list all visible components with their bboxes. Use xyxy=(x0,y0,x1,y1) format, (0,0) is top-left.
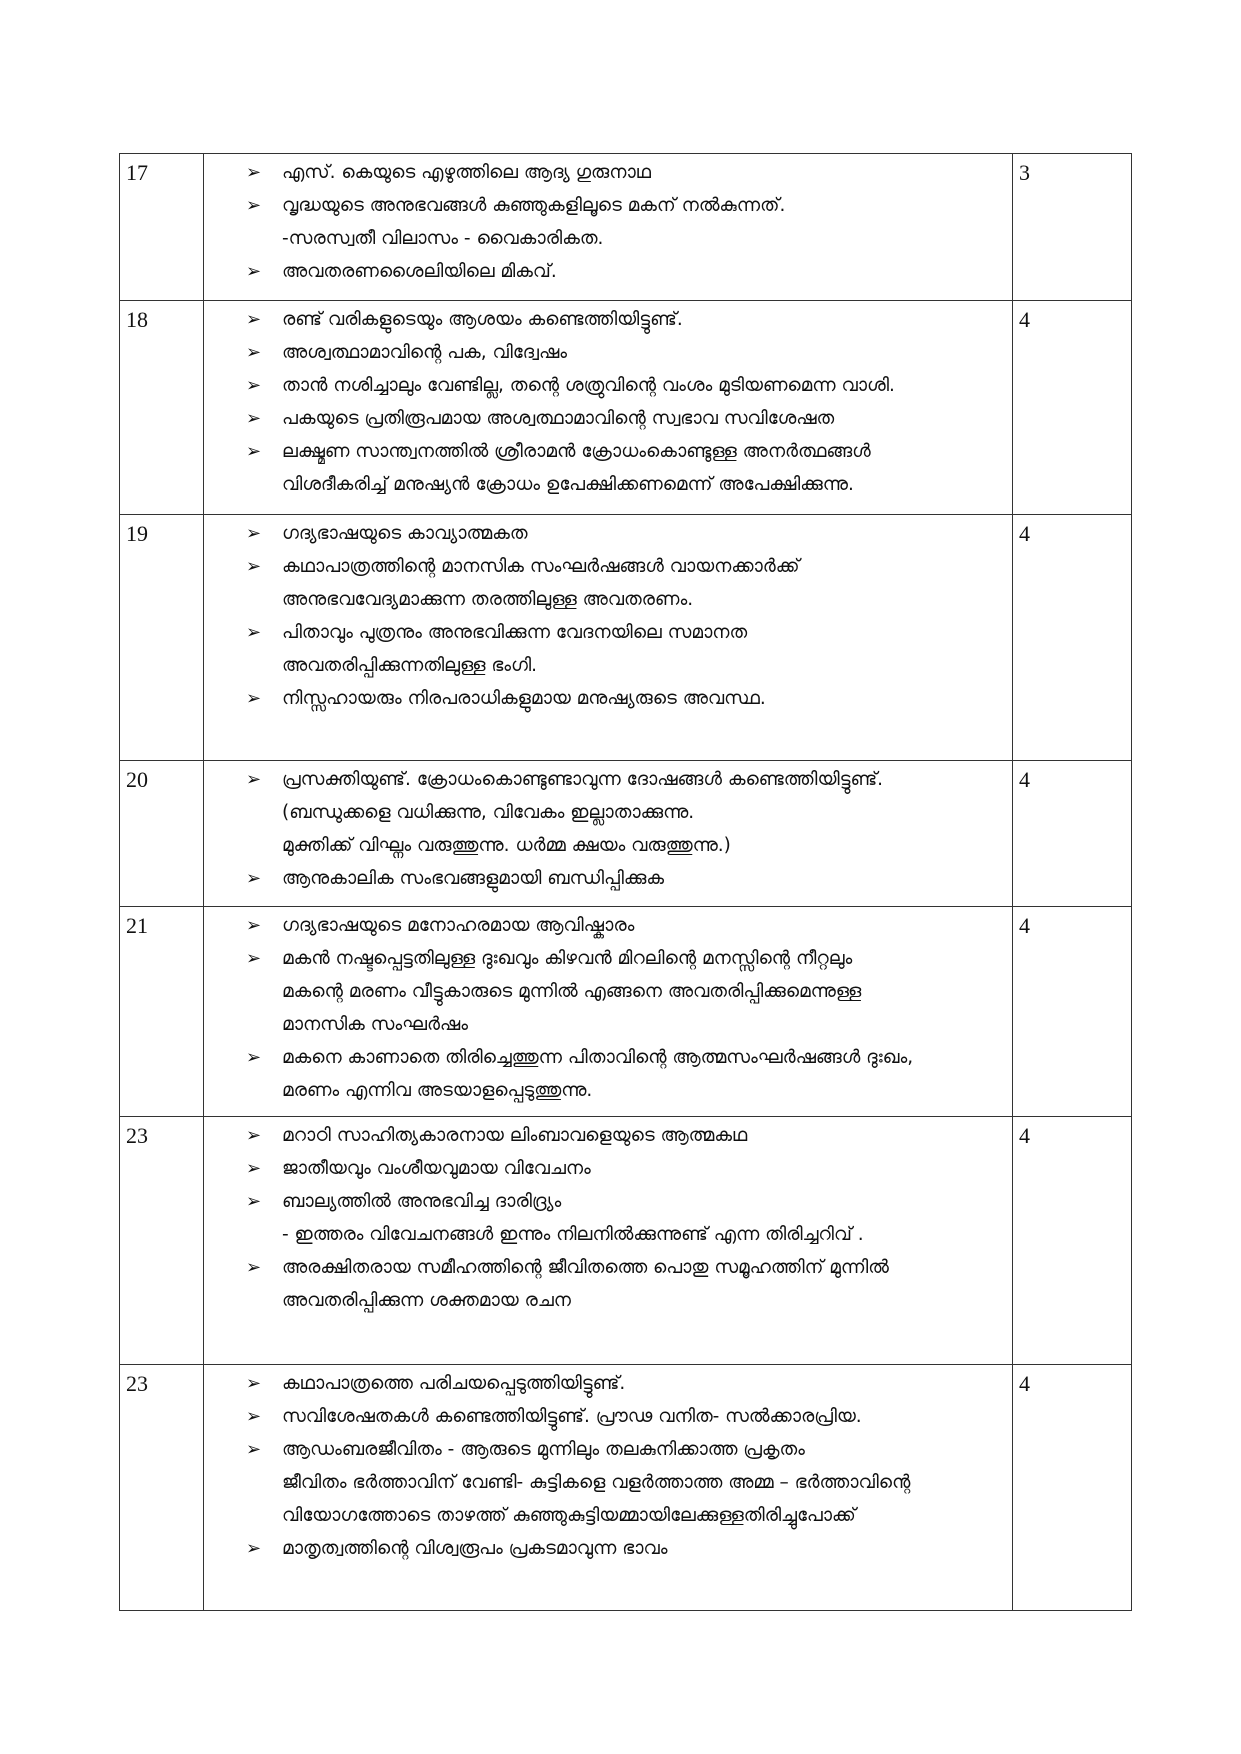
table-row xyxy=(120,1117,1132,1365)
arrow-bullet-icon: ➢ xyxy=(246,622,262,643)
list-item xyxy=(246,1185,1012,1218)
answer-point-text: ലക്ഷ്മണ സാന്ത്വനത്തിൽ ശ്രീരാമൻ ക്രോധംകൊണ്ടുള്ള അനർത്ഥങ്ങൾ xyxy=(282,441,871,462)
question-number: 17 xyxy=(120,154,204,301)
arrow-bullet-icon: ➢ xyxy=(246,342,262,363)
list-item xyxy=(246,1400,1012,1433)
list-item xyxy=(246,763,1012,796)
table-row xyxy=(120,515,1132,761)
answer-point-continuation: അവതരിപ്പിക്കുന്ന ശക്തമായ രചന xyxy=(282,1290,571,1311)
answer-point-continuation: വിയോഗത്തോടെ താഴത്ത് കുഞ്ഞുകുട്ടിയമ്മായിലേക്കുള്ളതിരിച്ചുപോക്ക് xyxy=(282,1505,856,1526)
list-item xyxy=(246,1041,1012,1074)
list-item xyxy=(246,1119,1012,1152)
arrow-bullet-icon: ➢ xyxy=(246,261,262,282)
answer-point-text: താൻ നശിച്ചാലും വേണ്ടില്ല, തന്റെ ശത്രുവിന്റെ വംശം മുടിയണമെന്ന വാശി. xyxy=(282,375,895,396)
question-number: 19 xyxy=(120,515,204,761)
arrow-bullet-icon: ➢ xyxy=(246,1257,262,1278)
list-item xyxy=(246,402,1012,435)
answer-points-cell xyxy=(204,907,1013,1117)
arrow-bullet-icon: ➢ xyxy=(246,1406,262,1427)
table-row xyxy=(120,154,1132,301)
answer-points-cell xyxy=(204,1365,1013,1611)
marks: 4 xyxy=(1013,515,1132,761)
answer-point-continuation: മുക്തിക്ക് വിഘ്നം വരുത്തുന്നു. ധർമ്മ ക്ഷയം വരുത്തുന്നു.) xyxy=(282,835,731,856)
answer-point-text: ഗദ്യഭാഷയുടെ കാവ്യാത്മകത xyxy=(282,523,528,544)
list-item xyxy=(246,682,1012,715)
list-item xyxy=(246,517,1012,550)
list-item xyxy=(246,303,1012,336)
list-item xyxy=(246,1008,1012,1041)
answer-point-text: പകയുടെ പ്രതിരൂപമായ അശ്വത്ഥാമാവിന്റെ സ്വഭാവ സവിശേഷത xyxy=(282,408,835,429)
list-item xyxy=(246,1466,1012,1499)
answer-point-text: പ്രസക്തിയുണ്ട്. ക്രോധംകൊണ്ടുണ്ടാവുന്ന ദോഷങ്ങൾ കണ്ടെത്തിയിട്ടുണ്ട്. xyxy=(282,769,884,790)
answer-point-text: പിതാവും പുത്രനും അനുഭവിക്കുന്ന വേദനയിലെ സമാനത xyxy=(282,622,748,643)
arrow-bullet-icon: ➢ xyxy=(246,1125,262,1146)
arrow-bullet-icon: ➢ xyxy=(246,688,262,709)
list-item xyxy=(246,156,1012,189)
answer-point-continuation: മരണം എന്നിവ അടയാളപ്പെടുത്തുന്നു. xyxy=(282,1080,593,1101)
list-item xyxy=(246,649,1012,682)
answer-point-text: അവതരണശൈലിയിലെ മികവ്. xyxy=(282,261,557,282)
question-number: 23 xyxy=(120,1365,204,1611)
answer-point-continuation: (ബന്ധുക്കളെ വധിക്കുന്നു, വിവേകം ഇല്ലാതാക്കുന്നു. xyxy=(282,802,695,823)
answer-point-text: ആനുകാലിക സംഭവങ്ങളുമായി ബന്ധിപ്പിക്കുക xyxy=(282,868,665,889)
arrow-bullet-icon: ➢ xyxy=(246,556,262,577)
answer-points-cell xyxy=(204,515,1013,761)
table-row xyxy=(120,301,1132,515)
question-number: 23 xyxy=(120,1117,204,1365)
answer-point-continuation: അവതരിപ്പിക്കുന്നതിലുള്ള ഭംഗി. xyxy=(282,655,538,676)
list-item xyxy=(246,468,1012,501)
answer-point-text: വൃദ്ധയുടെ അനുഭവങ്ങൾ കുഞ്ഞുകളിലൂടെ മകന് നൽകുന്നത്. xyxy=(282,195,786,216)
answer-point-text: കഥാപാത്രത്തെ പരിചയപ്പെടുത്തിയിട്ടുണ്ട്. xyxy=(282,1373,626,1394)
list-item xyxy=(246,1074,1012,1107)
list-item xyxy=(246,796,1012,829)
answer-points-list xyxy=(204,1117,1012,1317)
marks: 4 xyxy=(1013,1365,1132,1611)
question-number: 21 xyxy=(120,907,204,1117)
answer-point-continuation: അനുഭവവേദ്യമാക്കുന്ന തരത്തിലുള്ള അവതരണം. xyxy=(282,589,694,610)
table-row xyxy=(120,907,1132,1117)
list-item xyxy=(246,1367,1012,1400)
answer-point-text: അശ്വത്ഥാമാവിന്റെ പക, വിദ്വേഷം xyxy=(282,342,568,363)
answer-points-cell xyxy=(204,301,1013,515)
list-item xyxy=(246,369,1012,402)
answer-point-text: ബാല്യത്തിൽ അനുഭവിച്ച ദാരിദ്ര്യം xyxy=(282,1191,562,1212)
answer-point-text: മകൻ നഷ്ടപ്പെട്ടതിലുള്ള ദുഃഖവും കിഴവൻ മിറലിന്റെ മനസ്സിന്റെ നീറ്റലും xyxy=(282,948,853,969)
marks: 4 xyxy=(1013,761,1132,907)
list-item xyxy=(246,583,1012,616)
answer-point-continuation: മകന്റെ മരണം വീട്ടുകാരുടെ മുന്നിൽ എങ്ങനെ അവതരിപ്പിക്കുമെന്നുള്ള xyxy=(282,981,862,1002)
arrow-bullet-icon: ➢ xyxy=(246,769,262,790)
arrow-bullet-icon: ➢ xyxy=(246,523,262,544)
arrow-bullet-icon: ➢ xyxy=(246,162,262,183)
answer-point-text: മകനെ കാണാതെ തിരിച്ചെത്തുന്ന പിതാവിന്റെ ആത്മസംഘർഷങ്ങൾ ദുഃഖം, xyxy=(282,1047,914,1068)
answer-point-text: രണ്ട് വരികളുടെയും ആശയം കണ്ടെത്തിയിട്ടുണ്ട്. xyxy=(282,309,683,330)
list-item xyxy=(246,435,1012,468)
answer-point-text: മറാഠി സാഹിത്യകാരനായ ലിംബാവളെയുടെ ആത്മകഥ xyxy=(282,1125,748,1146)
list-item xyxy=(246,1152,1012,1185)
list-item xyxy=(246,1532,1012,1565)
table-row xyxy=(120,1365,1132,1611)
arrow-bullet-icon: ➢ xyxy=(246,868,262,889)
answer-point-continuation: മാനസിക സംഘർഷം xyxy=(282,1014,468,1035)
answer-point-continuation: വിശദീകരിച്ച് മനുഷ്യൻ ക്രോധം ഉപേക്ഷിക്കണമെന്ന് അപേക്ഷിക്കുന്നു. xyxy=(282,474,854,495)
list-item xyxy=(246,550,1012,583)
list-item xyxy=(246,1499,1012,1532)
list-item xyxy=(246,336,1012,369)
marks: 3 xyxy=(1013,154,1132,301)
answer-point-text: കഥാപാത്രത്തിന്റെ മാനസിക സംഘർഷങ്ങൾ വായനക്കാർക്ക് xyxy=(282,556,800,577)
question-number: 18 xyxy=(120,301,204,515)
list-item xyxy=(246,255,1012,288)
answer-points-list xyxy=(204,154,1012,288)
list-item xyxy=(246,222,1012,255)
list-item xyxy=(246,975,1012,1008)
answer-points-list xyxy=(204,761,1012,895)
answer-point-text: എസ്. കെയുടെ എഴുത്തിലെ ആദ്യ ഗുരുനാഥ xyxy=(282,162,651,183)
answer-points-cell xyxy=(204,1117,1013,1365)
list-item xyxy=(246,862,1012,895)
marks: 4 xyxy=(1013,301,1132,515)
arrow-bullet-icon: ➢ xyxy=(246,948,262,969)
list-item xyxy=(246,189,1012,222)
answer-points-list xyxy=(204,1365,1012,1565)
answer-point-text: ഗദ്യഭാഷയുടെ മനോഹരമായ ആവിഷ്കാരം xyxy=(282,915,635,936)
answer-points-list xyxy=(204,301,1012,501)
answer-point-continuation: -സരസ്വതീ വിലാസം - വൈകാരികത. xyxy=(282,228,604,249)
answer-points-list xyxy=(204,907,1012,1107)
answer-points-list xyxy=(204,515,1012,715)
arrow-bullet-icon: ➢ xyxy=(246,1373,262,1394)
list-item xyxy=(246,1284,1012,1317)
list-item xyxy=(246,829,1012,862)
marks: 4 xyxy=(1013,907,1132,1117)
answer-key-table xyxy=(119,153,1132,1611)
arrow-bullet-icon: ➢ xyxy=(246,408,262,429)
answer-point-text: ജാതീയവും വംശീയവുമായ വിവേചനം xyxy=(282,1158,591,1179)
answer-point-text: മാതൃത്വത്തിന്റെ വിശ്വരൂപം പ്രകടമാവുന്ന ഭാവം xyxy=(282,1538,668,1559)
answer-point-continuation: - ഇത്തരം വിവേചനങ്ങൾ ഇന്നും നിലനിൽക്കുന്നുണ്ട് എന്ന തിരിച്ചറിവ് . xyxy=(282,1224,864,1245)
arrow-bullet-icon: ➢ xyxy=(246,1439,262,1460)
list-item xyxy=(246,1251,1012,1284)
arrow-bullet-icon: ➢ xyxy=(246,1191,262,1212)
arrow-bullet-icon: ➢ xyxy=(246,375,262,396)
answer-point-text: അരക്ഷിതരായ സമീഹത്തിന്റെ ജീവിതത്തെ പൊതു സമൂഹത്തിന് മുന്നിൽ xyxy=(282,1257,889,1278)
list-item xyxy=(246,1218,1012,1251)
table-row xyxy=(120,761,1132,907)
answer-points-cell xyxy=(204,761,1013,907)
answer-points-cell xyxy=(204,154,1013,301)
list-item xyxy=(246,1433,1012,1466)
question-number: 20 xyxy=(120,761,204,907)
list-item xyxy=(246,942,1012,975)
arrow-bullet-icon: ➢ xyxy=(246,1158,262,1179)
answer-point-continuation: ജീവിതം ഭർത്താവിന് വേണ്ടി- കുട്ടികളെ വളർത്താത്ത അമ്മ – ഭർത്താവിന്റെ xyxy=(282,1472,911,1493)
answer-point-text: നിസ്സഹായരും നിരപരാധികളുമായ മനുഷ്യരുടെ അവസ്ഥ. xyxy=(282,688,766,709)
answer-point-text: സവിശേഷതകൾ കണ്ടെത്തിയിട്ടുണ്ട്. പ്രൗഢ വനിത- സൽക്കാരപ്രിയ. xyxy=(282,1406,862,1427)
arrow-bullet-icon: ➢ xyxy=(246,441,262,462)
arrow-bullet-icon: ➢ xyxy=(246,915,262,936)
list-item xyxy=(246,909,1012,942)
arrow-bullet-icon: ➢ xyxy=(246,1047,262,1068)
answer-point-text: ആഡംബരജീവിതം - ആരുടെ മുന്നിലും തലകുനിക്കാത്ത പ്രകൃതം xyxy=(282,1439,805,1460)
arrow-bullet-icon: ➢ xyxy=(246,309,262,330)
list-item xyxy=(246,616,1012,649)
marks: 4 xyxy=(1013,1117,1132,1365)
arrow-bullet-icon: ➢ xyxy=(246,195,262,216)
arrow-bullet-icon: ➢ xyxy=(246,1538,262,1559)
